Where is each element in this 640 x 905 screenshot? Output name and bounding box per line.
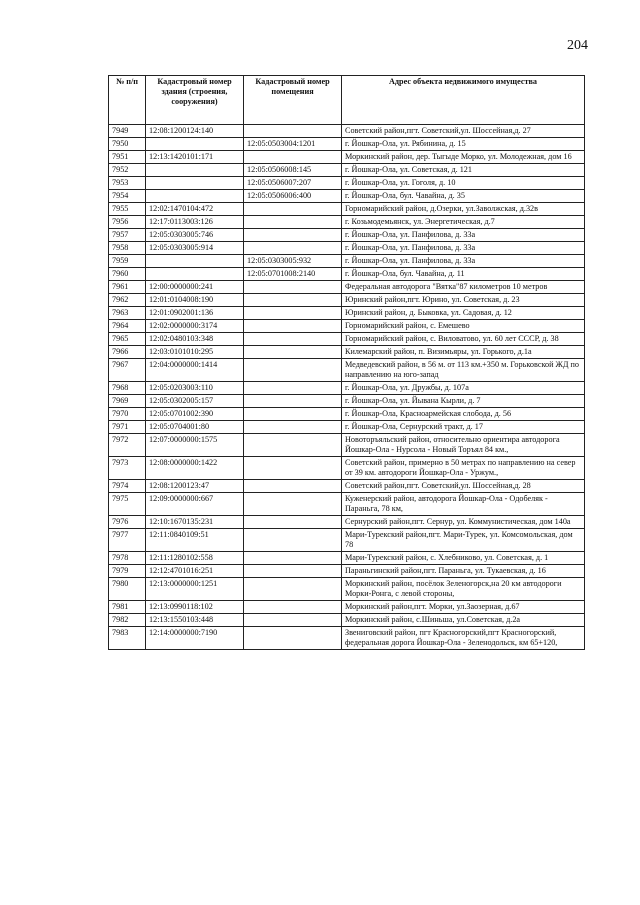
row-number-cell: 7981 (109, 601, 146, 614)
page-number: 204 (567, 38, 588, 53)
address-cell: Параньгинский район,пгт. Параньга, ул. Тукаевская, д. 16 (342, 565, 585, 578)
row-number-cell: 7955 (109, 203, 146, 216)
row-number-cell: 7969 (109, 395, 146, 408)
premises-cadastral-cell (244, 229, 342, 242)
row-number-cell: 7979 (109, 565, 146, 578)
building-cadastral-cell: 12:17:0113003:126 (146, 216, 244, 229)
building-cadastral-cell: 12:01:0104008:190 (146, 294, 244, 307)
premises-cadastral-cell (244, 565, 342, 578)
premises-cadastral-cell (244, 216, 342, 229)
premises-cadastral-cell (244, 125, 342, 138)
table-row (109, 434, 585, 457)
building-cadastral-cell: 12:02:1470104:472 (146, 203, 244, 216)
building-cadastral-cell (146, 138, 244, 151)
table-row (109, 177, 585, 190)
header-number: № п/п (109, 76, 146, 125)
table-header-row (109, 76, 585, 125)
premises-cadastral-cell (244, 203, 342, 216)
building-cadastral-cell: 12:13:1550103:448 (146, 614, 244, 627)
row-number-cell: 7961 (109, 281, 146, 294)
building-cadastral-cell: 12:01:0902001:136 (146, 307, 244, 320)
row-number-cell: 7975 (109, 493, 146, 516)
row-number-cell: 7972 (109, 434, 146, 457)
premises-cadastral-cell (244, 408, 342, 421)
table-row (109, 242, 585, 255)
premises-cadastral-cell (244, 346, 342, 359)
row-number-cell: 7973 (109, 457, 146, 480)
premises-cadastral-cell (244, 382, 342, 395)
building-cadastral-cell: 12:13:0990118:102 (146, 601, 244, 614)
building-cadastral-cell: 12:02:0000000:3174 (146, 320, 244, 333)
building-cadastral-cell (146, 164, 244, 177)
row-number-cell: 7959 (109, 255, 146, 268)
table-row (109, 516, 585, 529)
row-number-cell: 7971 (109, 421, 146, 434)
premises-cadastral-cell: 12:05:0506007:207 (244, 177, 342, 190)
premises-cadastral-cell (244, 320, 342, 333)
address-cell: г. Козьмодемьянск, ул. Энергетическая, д.7 (342, 216, 585, 229)
address-cell: г. Йошкар-Ола, ул. Советская, д. 121 (342, 164, 585, 177)
table-row (109, 164, 585, 177)
address-cell: Новоторъяльский район, относительно ориентира автодорога Йошкар-Ола - Нурсола - Новый Торъял 84 км., (342, 434, 585, 457)
building-cadastral-cell: 12:10:1670135:231 (146, 516, 244, 529)
row-number-cell: 7951 (109, 151, 146, 164)
table-row (109, 229, 585, 242)
building-cadastral-cell (146, 177, 244, 190)
table-row (109, 578, 585, 601)
row-number-cell: 7954 (109, 190, 146, 203)
row-number-cell: 7977 (109, 529, 146, 552)
building-cadastral-cell: 12:11:1280102:558 (146, 552, 244, 565)
row-number-cell: 7964 (109, 320, 146, 333)
table-row (109, 268, 585, 281)
address-cell: Моркинский район, посёлок Зеленогорск,на 20 км автодороги Морки-Ронга, с левой стороны, (342, 578, 585, 601)
address-cell: г. Йошкар-Ола, ул. Гоголя, д. 10 (342, 177, 585, 190)
address-cell: г. Йошкар-Ола, бул. Чавайна, д. 35 (342, 190, 585, 203)
address-cell: г. Йошкар-Ола, Сернурский тракт, д. 17 (342, 421, 585, 434)
address-cell: Горномарийский район, с. Виловатово, ул. 60 лет СССР, д. 38 (342, 333, 585, 346)
table-row (109, 382, 585, 395)
row-number-cell: 7978 (109, 552, 146, 565)
building-cadastral-cell: 12:05:0302005:157 (146, 395, 244, 408)
building-cadastral-cell: 12:08:1200124:140 (146, 125, 244, 138)
header-building-cadastral: Кадастровый номер здания (строения, сооружения) (146, 76, 244, 125)
building-cadastral-cell: 12:13:0000000:1251 (146, 578, 244, 601)
address-cell: г. Йошкар-Ола, ул. Панфилова, д. 33а (342, 255, 585, 268)
cadastral-table (108, 75, 585, 650)
table-row (109, 125, 585, 138)
building-cadastral-cell: 12:03:0101010:295 (146, 346, 244, 359)
row-number-cell: 7963 (109, 307, 146, 320)
address-cell: Моркинский район, с.Шиньша, ул.Советская, д.2а (342, 614, 585, 627)
table-row (109, 216, 585, 229)
address-cell: Советский район, примерно в 50 метрах по направлению на север от 39 км. автодороги Йошкар-Ола - Уржум., (342, 457, 585, 480)
row-number-cell: 7967 (109, 359, 146, 382)
table-row (109, 480, 585, 493)
address-cell: Мари-Турекский район, с. Хлебниково, ул. Советская, д. 1 (342, 552, 585, 565)
table-row (109, 203, 585, 216)
address-cell: г. Йошкар-Ола, бул. Чавайна, д. 11 (342, 268, 585, 281)
row-number-cell: 7980 (109, 578, 146, 601)
row-number-cell: 7962 (109, 294, 146, 307)
address-cell: г. Йошкар-Ола, ул. Панфилова, д. 33а (342, 229, 585, 242)
table-row (109, 395, 585, 408)
row-number-cell: 7983 (109, 627, 146, 650)
address-cell: г. Йошкар-Ола, ул. Йывана Кырли, д. 7 (342, 395, 585, 408)
address-cell: Килемарский район, п. Визимьяры, ул. Горького, д.1а (342, 346, 585, 359)
row-number-cell: 7953 (109, 177, 146, 190)
premises-cadastral-cell (244, 359, 342, 382)
premises-cadastral-cell (244, 457, 342, 480)
premises-cadastral-cell (244, 307, 342, 320)
table-row (109, 281, 585, 294)
header-premises-cadastral: Кадастровый номер помещения (244, 76, 342, 125)
address-cell: Куженерский район, автодорога Йошкар-Ола - Одобеляк - Параньга, 78 км, (342, 493, 585, 516)
address-cell: Звениговский район, пгт Красногорский,пгт Красногорский, федеральная дорога Йошкар-Ола - Зеленодольск, км 65+120, (342, 627, 585, 650)
building-cadastral-cell: 12:05:0303005:914 (146, 242, 244, 255)
premises-cadastral-cell: 12:05:0506008:145 (244, 164, 342, 177)
building-cadastral-cell: 12:05:0303005:746 (146, 229, 244, 242)
row-number-cell: 7956 (109, 216, 146, 229)
table-row (109, 138, 585, 151)
table-row (109, 408, 585, 421)
row-number-cell: 7966 (109, 346, 146, 359)
premises-cadastral-cell (244, 395, 342, 408)
premises-cadastral-cell: 12:05:0701008:2140 (244, 268, 342, 281)
address-cell: Горномарийский район, с. Емешево (342, 320, 585, 333)
table-row (109, 151, 585, 164)
address-cell: Горномарийский район, д.Озерки, ул.Заволжская, д.32в (342, 203, 585, 216)
address-cell: Федеральная автодорога "Вятка"87 километров 10 метров (342, 281, 585, 294)
table-row (109, 552, 585, 565)
row-number-cell: 7949 (109, 125, 146, 138)
building-cadastral-cell: 12:04:0000000:1414 (146, 359, 244, 382)
row-number-cell: 7958 (109, 242, 146, 255)
premises-cadastral-cell (244, 281, 342, 294)
table-row (109, 320, 585, 333)
premises-cadastral-cell (244, 480, 342, 493)
address-cell: Медведевский район, в 56 м. от 113 км.+350 м. Горьковской ЖД по направлению на юго-запад (342, 359, 585, 382)
premises-cadastral-cell (244, 333, 342, 346)
address-cell: Мари-Турекский район,пгт. Мари-Турек, ул. Комсомольская, дом 78 (342, 529, 585, 552)
premises-cadastral-cell (244, 578, 342, 601)
building-cadastral-cell: 12:11:0840109:51 (146, 529, 244, 552)
address-cell: г. Йошкар-Ола, ул. Рябинина, д. 15 (342, 138, 585, 151)
row-number-cell: 7952 (109, 164, 146, 177)
address-cell: Юринский район, д. Быковка, ул. Садовая, д. 12 (342, 307, 585, 320)
row-number-cell: 7960 (109, 268, 146, 281)
premises-cadastral-cell: 12:05:0503004:1201 (244, 138, 342, 151)
row-number-cell: 7982 (109, 614, 146, 627)
row-number-cell: 7957 (109, 229, 146, 242)
building-cadastral-cell: 12:08:1200123:47 (146, 480, 244, 493)
premises-cadastral-cell: 12:05:0506006:400 (244, 190, 342, 203)
building-cadastral-cell: 12:13:1420101:171 (146, 151, 244, 164)
building-cadastral-cell: 12:05:0704001:80 (146, 421, 244, 434)
row-number-cell: 7976 (109, 516, 146, 529)
address-cell: Юринский район,пгт. Юрино, ул. Советская, д. 23 (342, 294, 585, 307)
table-row (109, 421, 585, 434)
table-row (109, 601, 585, 614)
building-cadastral-cell (146, 190, 244, 203)
premises-cadastral-cell (244, 421, 342, 434)
building-cadastral-cell: 12:05:0203003:110 (146, 382, 244, 395)
table-row (109, 333, 585, 346)
premises-cadastral-cell (244, 434, 342, 457)
table-row (109, 294, 585, 307)
address-cell: г. Йошкар-Ола, Красноармейская слобода, д. 56 (342, 408, 585, 421)
building-cadastral-cell: 12:08:0000000:1422 (146, 457, 244, 480)
address-cell: г. Йошкар-Ола, ул. Панфилова, д. 33а (342, 242, 585, 255)
table-row (109, 255, 585, 268)
address-cell: Моркинский район,пгт. Морки, ул.Заозерная, д.67 (342, 601, 585, 614)
address-cell: г. Йошкар-Ола, ул. Дружбы, д. 107а (342, 382, 585, 395)
address-cell: Моркинский район, дер. Тыгыде Морко, ул. Молодежная, дом 16 (342, 151, 585, 164)
header-address: Адрес объекта недвижимого имущества (342, 76, 585, 125)
table-row (109, 565, 585, 578)
building-cadastral-cell: 12:12:4701016:251 (146, 565, 244, 578)
premises-cadastral-cell (244, 516, 342, 529)
row-number-cell: 7965 (109, 333, 146, 346)
address-cell: Сернурский район,пгт. Сернур, ул. Коммунистическая, дом 140а (342, 516, 585, 529)
address-cell: Советский район,пгт. Советский,ул. Шоссейная,д. 28 (342, 480, 585, 493)
table-row (109, 307, 585, 320)
table-row (109, 493, 585, 516)
premises-cadastral-cell (244, 151, 342, 164)
row-number-cell: 7970 (109, 408, 146, 421)
row-number-cell: 7950 (109, 138, 146, 151)
building-cadastral-cell: 12:07:0000000:1575 (146, 434, 244, 457)
building-cadastral-cell: 12:05:0701002:390 (146, 408, 244, 421)
building-cadastral-cell: 12:09:0000000:667 (146, 493, 244, 516)
table-row (109, 359, 585, 382)
premises-cadastral-cell: 12:05:0303005:932 (244, 255, 342, 268)
table-row (109, 346, 585, 359)
row-number-cell: 7968 (109, 382, 146, 395)
premises-cadastral-cell (244, 601, 342, 614)
address-cell: Советский район,пгт. Советский,ул. Шоссейная,д. 27 (342, 125, 585, 138)
table-row (109, 627, 585, 650)
row-number-cell: 7974 (109, 480, 146, 493)
building-cadastral-cell (146, 268, 244, 281)
premises-cadastral-cell (244, 552, 342, 565)
table-row (109, 529, 585, 552)
table-row (109, 457, 585, 480)
premises-cadastral-cell (244, 242, 342, 255)
table-row (109, 190, 585, 203)
building-cadastral-cell: 12:00:0000000:241 (146, 281, 244, 294)
premises-cadastral-cell (244, 529, 342, 552)
premises-cadastral-cell (244, 614, 342, 627)
premises-cadastral-cell (244, 493, 342, 516)
building-cadastral-cell (146, 255, 244, 268)
premises-cadastral-cell (244, 294, 342, 307)
table-row (109, 614, 585, 627)
premises-cadastral-cell (244, 627, 342, 650)
building-cadastral-cell: 12:14:0000000:7190 (146, 627, 244, 650)
building-cadastral-cell: 12:02:0480103:348 (146, 333, 244, 346)
